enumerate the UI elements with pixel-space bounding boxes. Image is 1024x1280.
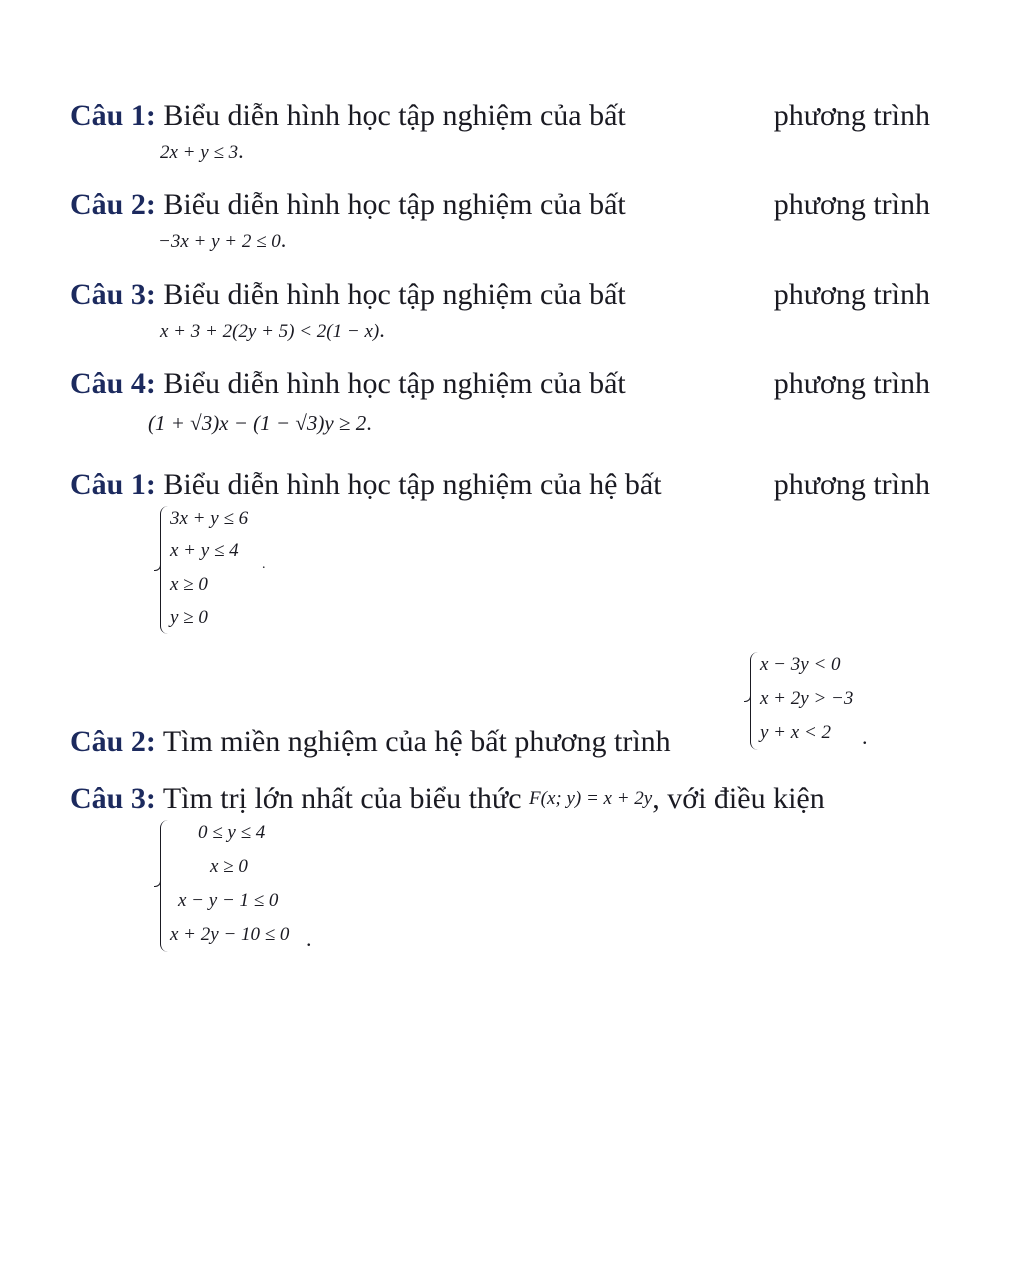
- system-row: y ≥ 0: [170, 607, 208, 628]
- question-text: Biểu diễn hình học tập nghiệm của bất: [163, 278, 626, 311]
- system-row: x + 2y − 10 ≤ 0: [170, 924, 290, 945]
- question-text-end: phương trình: [773, 99, 930, 132]
- question-text: Biểu diễn hình học tập nghiệm của bất: [163, 99, 626, 132]
- question-label: Câu 1:: [70, 99, 156, 132]
- question-label: Câu 2:: [70, 188, 156, 221]
- system-row: x − 3y < 0: [760, 654, 841, 675]
- question-3: [70, 277, 930, 313]
- question-text-end: , với điều kiện: [652, 782, 825, 815]
- inequality-2: −3x + y + 2 ≤ 0.: [158, 227, 287, 252]
- system-question-2: [70, 724, 671, 760]
- system-question-1: [70, 467, 930, 503]
- system-end: .: [862, 724, 868, 749]
- inequality-3: x + 3 + 2(2y + 5) < 2(1 − x).: [160, 317, 385, 342]
- system-row: 0 ≤ y ≤ 4: [198, 822, 266, 843]
- question-4: [70, 366, 930, 402]
- question-text-end: phương trình: [773, 278, 930, 311]
- objective-function: F(x; y) = x + 2y: [529, 788, 653, 809]
- system-row: 3x + y ≤ 6: [170, 508, 249, 529]
- system-row: x − y − 1 ≤ 0: [178, 890, 279, 911]
- system-row: y + x < 2: [760, 722, 832, 743]
- system-question-3: [70, 781, 825, 817]
- question-2: [70, 187, 930, 223]
- system-end: .: [262, 557, 266, 572]
- question-text: Biểu diễn hình học tập nghiệm của bất: [163, 367, 626, 400]
- question-label: Câu 1:: [70, 468, 156, 501]
- inequality-4: (1 + √3)x − (1 − √3)y ≥ 2.: [148, 410, 372, 435]
- brace: [160, 506, 169, 634]
- question-label: Câu 2:: [70, 725, 156, 758]
- question-text: Biểu diễn hình học tập nghiệm của hệ bất: [163, 468, 662, 501]
- question-text: Biểu diễn hình học tập nghiệm của bất: [163, 188, 626, 221]
- question-label: Câu 3:: [70, 782, 156, 815]
- question-text: Tìm trị lớn nhất của biểu thức: [162, 782, 522, 815]
- question-text-end: phương trình: [773, 367, 930, 400]
- brace: [160, 820, 169, 952]
- question-text: Tìm miền nghiệm của hệ bất phương trình: [162, 725, 671, 758]
- question-text-end: phương trình: [773, 468, 930, 501]
- inequality-system-3: [160, 820, 330, 952]
- system-end: .: [306, 926, 312, 951]
- inequality-system-2: [750, 652, 880, 750]
- system-row: x ≥ 0: [170, 574, 208, 595]
- system-row: x + y ≤ 4: [170, 540, 239, 561]
- system-row: x ≥ 0: [210, 856, 248, 877]
- question-label: Câu 4:: [70, 367, 156, 400]
- inequality-system-1: [160, 506, 280, 634]
- inequality-1: 2x + y ≤ 3.: [160, 138, 244, 163]
- brace: [750, 652, 759, 750]
- question-1: [70, 98, 930, 134]
- question-label: Câu 3:: [70, 278, 156, 311]
- system-row: x + 2y > −3: [760, 688, 854, 709]
- question-text-end: phương trình: [773, 188, 930, 221]
